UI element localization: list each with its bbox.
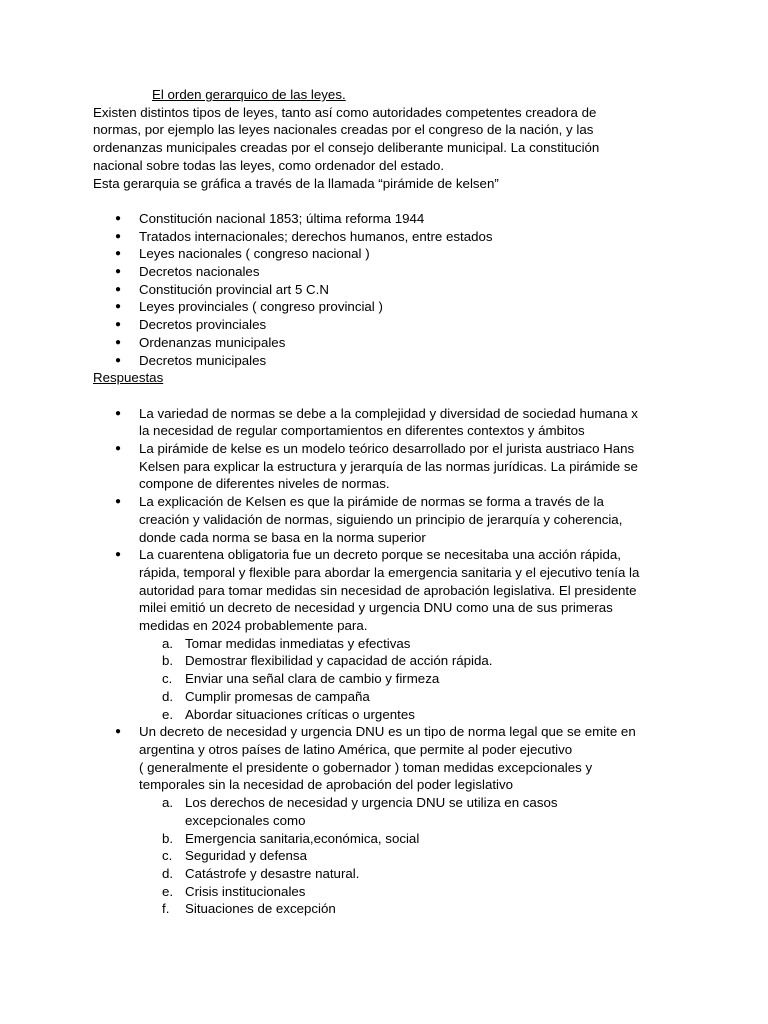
answer-item [93,440,683,493]
answer-line: ● Un decreto de necesidad y urgencia DNU es un tipo de norma legal que se emite en [139,724,636,740]
hierarchy-item: ● Leyes nacionales ( congreso nacional ) [93,245,683,263]
sub-marker: d. [162,688,174,704]
hierarchy-item: ● Decretos municipales [93,352,683,370]
hierarchy-item: ● Leyes provinciales ( congreso provincial ) [93,298,683,316]
intro-line: normas, por ejemplo las leyes nacionales creadas por el congreso de la nación, y las [93,122,594,138]
sub-marker: e. [162,706,174,722]
answer-line: ● La cuarentena obligatoria fue un decreto porque se necesitaba una acción rápida, [139,547,621,563]
answer-line: autoridad para tomar medidas sin necesidad de aprobación legislativa. El presidente [139,582,637,598]
hierarchy-item: ● Ordenanzas municipales [93,334,683,352]
answer-line: la necesidad de regular comportamientos en diferentes contextos y ámbitos [139,423,585,439]
sub-item [139,706,683,724]
sub-marker: b. [162,653,174,669]
hierarchy-item: ● Constitución provincial art 5 C.N [93,281,683,299]
spacer [93,387,683,405]
sub-line: Demostrar flexibilidad y capacidad de acción rápida. [185,653,493,669]
answer-line: milei emitió un decreto de necesidad y urgencia DNU como una de sus primeras [139,600,613,616]
document-title: El orden gerarquico de las leyes. [152,87,346,102]
sub-marker: e. [162,883,174,899]
sub-marker: c. [162,848,173,864]
intro-line: Existen distintos tipos de leyes, tanto así como autoridades competentes creadora de [93,104,597,120]
answer-line: argentina y otros países de latino América, que permite al poder ejecutivo [139,741,573,757]
sub-marker: b. [162,830,174,846]
sub-marker: d. [162,865,174,881]
answer-line: medidas en 2024 probablemente para. [139,618,368,634]
hierarchy-list [93,210,683,369]
intro-line: nacional sobre todas las leyes, como ordenador del estado. [93,157,445,173]
answer-line: temporales sin la necesidad de aprobación del poder legislativo [139,777,514,793]
answer-line: ● La variedad de normas se debe a la complejidad y diversidad de sociedad humana x [139,405,638,421]
answer-line: ( generalmente el presidente o gobernador ) toman medidas excepcionales y [139,759,593,775]
sub-line: excepcionales como [185,812,306,828]
sub-line: Seguridad y defensa [185,848,307,864]
sub-marker: c. [162,671,173,687]
answers-heading: Respuestas [93,370,164,386]
sub-line: Situaciones de excepción [185,901,336,917]
sub-item [139,865,683,883]
hierarchy-item: ● Constitución nacional 1853; última reforma 1944 [93,210,683,228]
document-page [93,86,683,918]
hierarchy-item: ● Tratados internacionales; derechos humanos, entre estados [93,228,683,246]
answer-line: ● La explicación de Kelsen es que la pirámide de normas se forma a través de la [139,494,604,510]
answer-sublist [139,794,683,918]
answers-list [93,405,683,918]
sub-line: Enviar una señal clara de cambio y firmeza [185,671,440,687]
intro-paragraph [93,104,683,193]
sub-line: Los derechos de necesidad y urgencia DNU se utiliza en casos [185,795,558,811]
answer-item [93,493,683,546]
sub-marker: a. [162,635,174,651]
spacer [93,192,683,210]
sub-line: Tomar medidas inmediatas y efectivas [185,635,411,651]
sub-item [139,670,683,688]
intro-line: ordenanzas municipales creadas por el consejo deliberante municipal. La constitución [93,140,600,156]
sub-line: Cumplir promesas de campaña [185,688,370,704]
answer-item [93,405,683,440]
sub-item [139,652,683,670]
intro-line: Esta gerarquia se gráfica a través de la llamada “pirámide de kelsen” [93,175,499,191]
sub-line: Emergencia sanitaria,económica, social [185,830,420,846]
answer-line: ● La pirámide de kelse es un modelo teórico desarrollado por el jurista austriaco Hans [139,441,635,457]
sub-item [139,688,683,706]
answer-line: donde cada norma se basa en la norma superior [139,529,426,545]
answer-line: Kelsen para explicar la estructura y jerarquía de las normas jurídicas. La pirámide se [139,458,638,474]
sub-marker: a. [162,795,174,811]
answer-line: compone de diferentes niveles de normas. [139,476,390,492]
sub-marker: f. [162,901,170,917]
hierarchy-item: ● Decretos nacionales [93,263,683,281]
sub-item [139,883,683,901]
sub-line: Crisis institucionales [185,883,306,899]
sub-line: Catástrofe y desastre natural. [185,865,360,881]
answer-line: rápida, temporal y flexible para abordar la emergencia sanitaria y el ejecutivo tenía la [139,564,640,580]
sub-item [139,635,683,653]
sub-item [139,830,683,848]
answer-sublist [139,635,683,724]
answer-item [93,723,683,918]
sub-item [139,900,683,918]
sub-item [139,847,683,865]
hierarchy-item: ● Decretos provinciales [93,316,683,334]
sub-line: Abordar situaciones críticas o urgentes [185,706,415,722]
answer-item [93,546,683,723]
sub-item [139,794,683,829]
answer-line: creación y validación de normas, siguiendo un principio de jerarquía y coherencia, [139,511,623,527]
